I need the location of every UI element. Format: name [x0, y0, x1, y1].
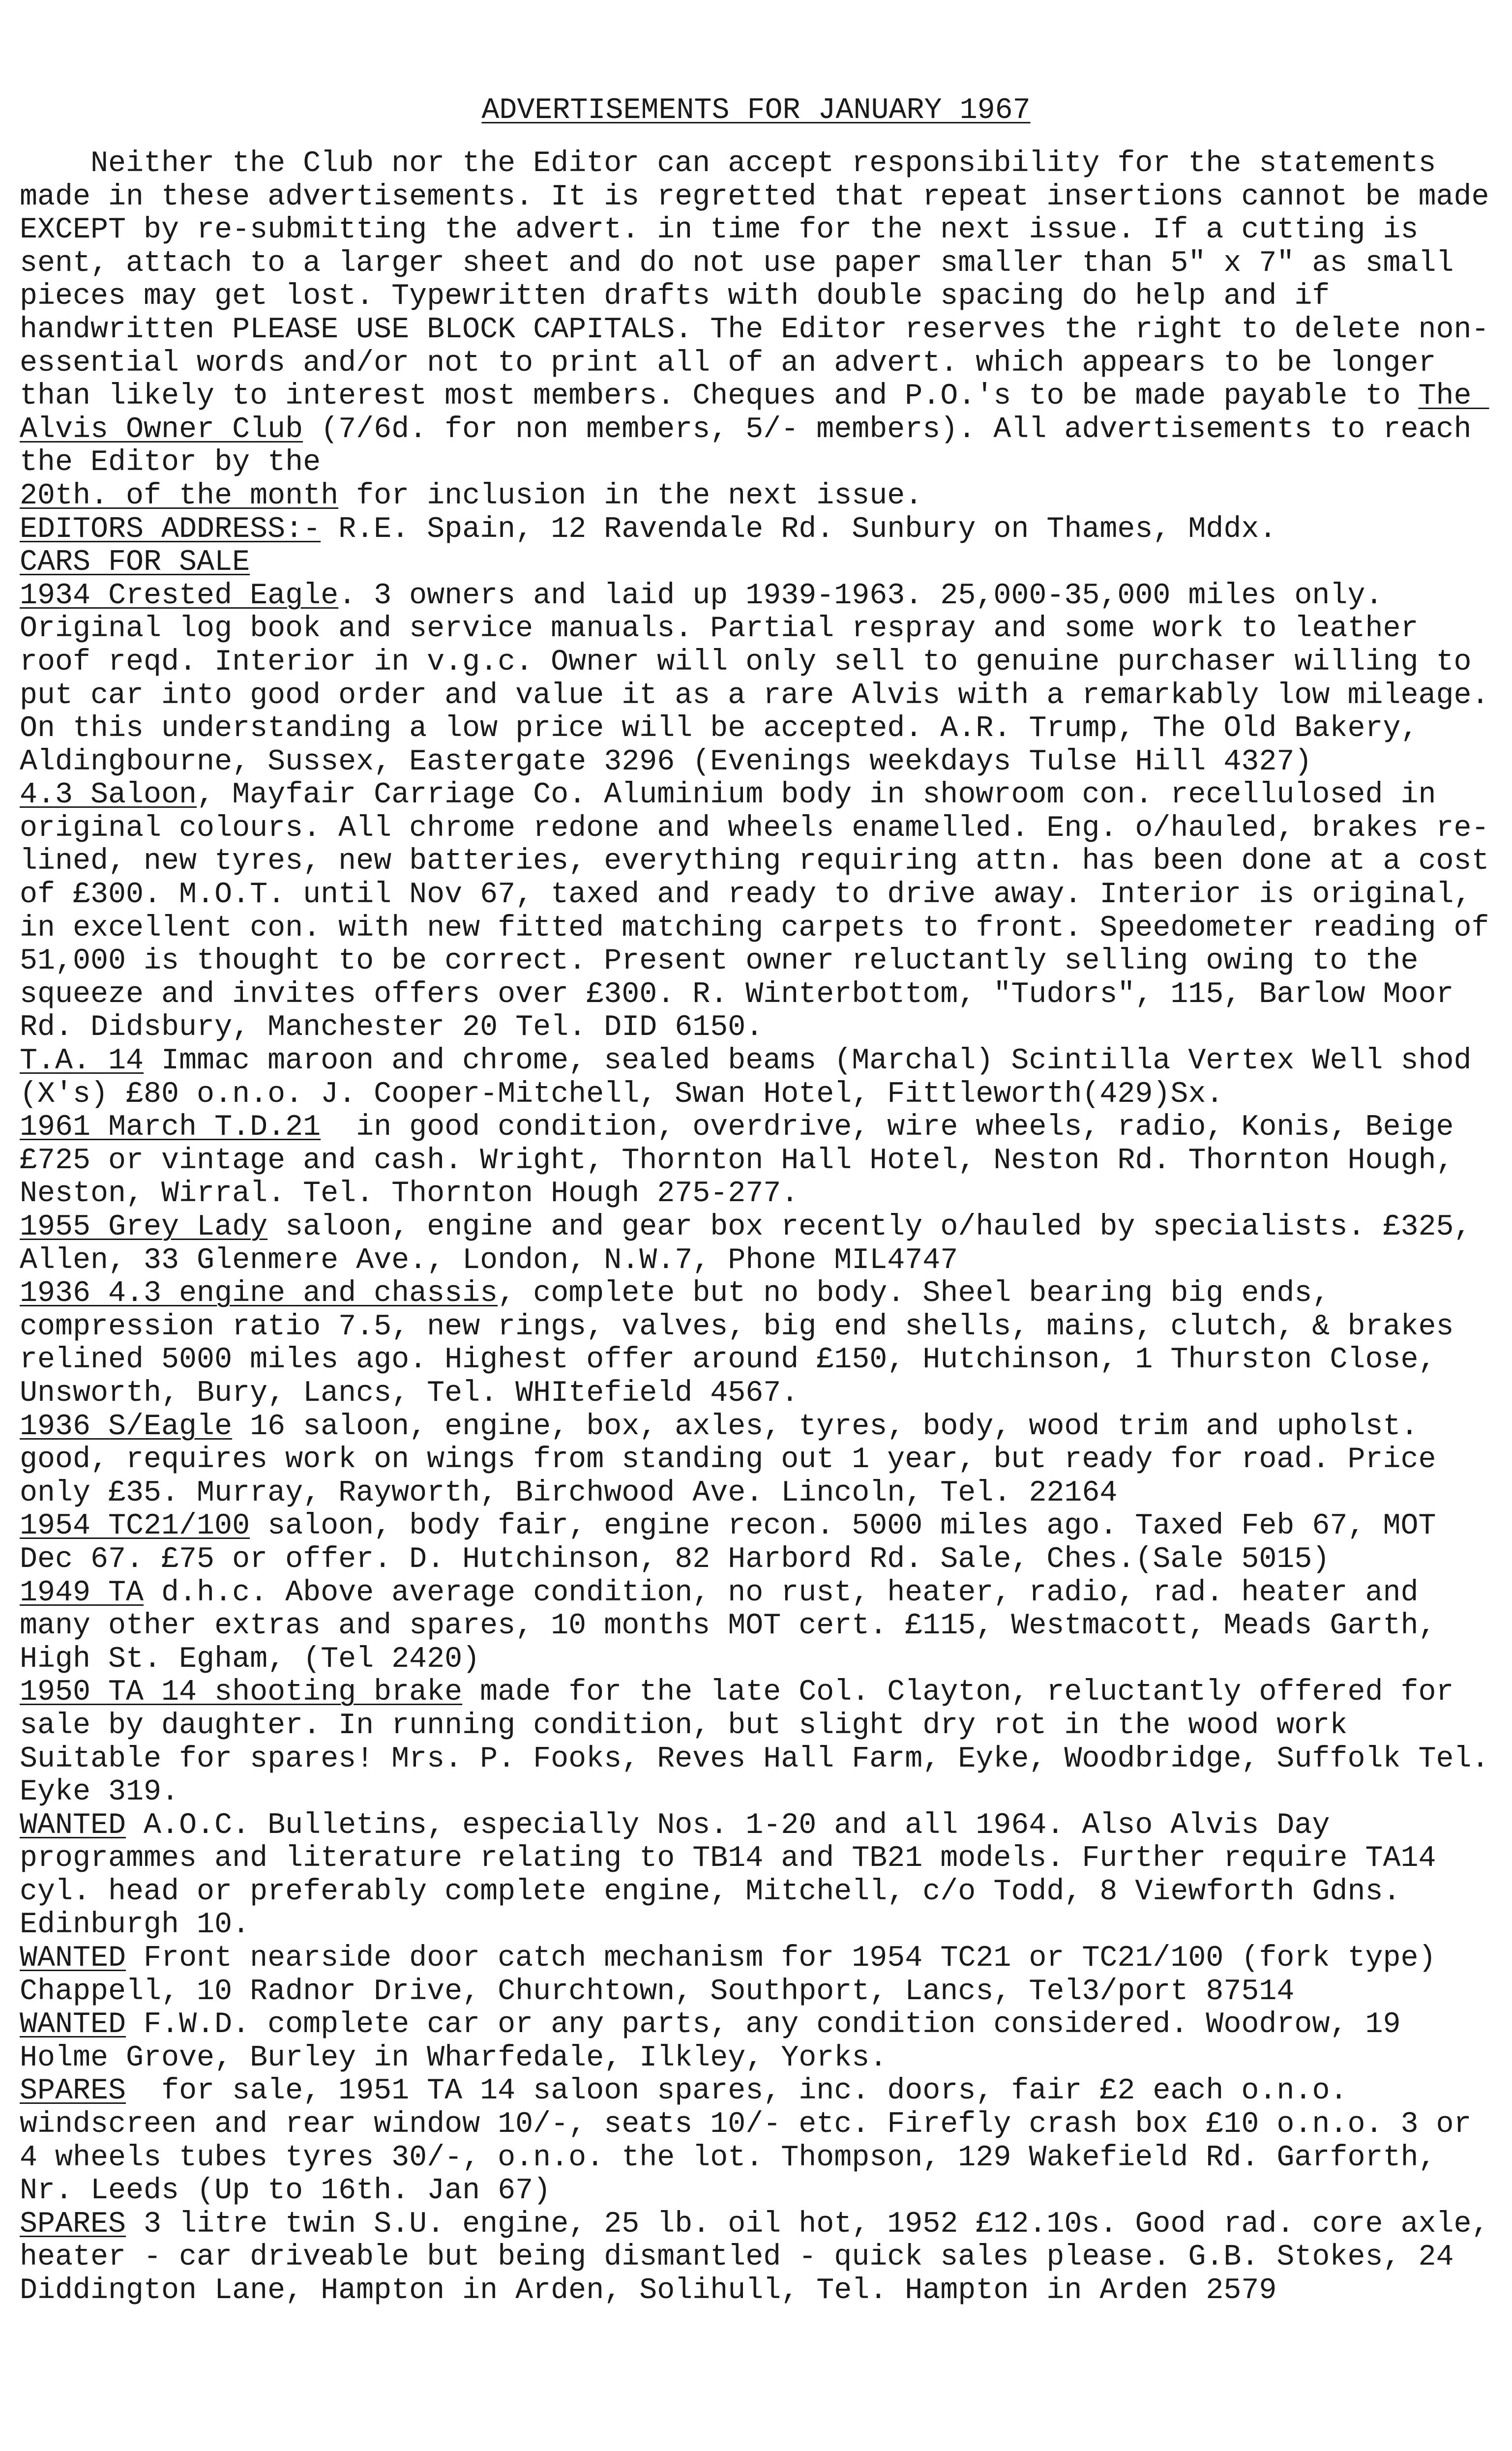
advert-heading: 1934 Crested Eagle [20, 579, 339, 613]
club-name: The Alvis Owner Club [20, 380, 1489, 446]
advert: 1954 TC21/100 saloon, body fair, engine recon. 5000 miles ago. Taxed Feb 67, MOT Dec 67. £75 or offer. D. Hutchinson, 82 Harbord Rd. Sale, Ches.(Sale 5015) [20, 1509, 1454, 1576]
advert: 1936 S/Eagle 16 saloon, engine, box, axles, tyres, body, wood trim and upholst. good, requires work on wings from standing out 1 year, but ready for road. Price only £35. Murray, Rayworth, Birchwood Ave. Lincoln, Tel. 22164 [20, 1410, 1454, 1510]
advert-heading: 1955 Grey Lady [20, 1211, 268, 1244]
advert-heading: 1954 TC21/100 [20, 1509, 250, 1543]
advert-heading: 1949 TA [20, 1576, 144, 1610]
advert: T.A. 14 Immac maroon and chrome, sealed beams (Marchal) Scintilla Vertex Well shod (X's) £80 o.n.o. J. Cooper-Mitchell, Swan Hotel, Fittleworth(429)Sx. [20, 1044, 1489, 1111]
wanted-advert: WANTED A.O.C. Bulletins, especially Nos. 1-20 and all 1964. Also Alvis Day programmes and literature relating to TB14 and TB21 models. Further require TA14 cyl. head or preferably complete engine, Mitchell, c/o Todd, 8 Viewforth Gdns. Edinburgh 10. [20, 1808, 1454, 1942]
section-heading-cars: CARS FOR SALE [20, 546, 250, 580]
spares-advert: SPARES for sale, 1951 TA 14 saloon spares, inc. doors, fair £2 each o.n.o. windscreen and rear window 10/-, seats 10/- etc. Firefly crash box £10 o.n.o. 3 or 4 wheels tubes tyres 30/-, o.n.o. the lot. Thompson, 129 Wakefield Rd. Garforth, Nr. Leeds (Up to 16th. Jan 67) [20, 2074, 1489, 2208]
intro-paragraph: Neither the Club nor the Editor can accept responsibility for the statements made in these advertisements. It is regretted that repeat insertions cannot be made EXCEPT by re-submitting the advert. in time for the next issue. If a cutting is sent, attach to a larger sheet and do not use paper smaller than 5" x 7" as small pieces may get lost. Typewritten drafts with double spacing do help and if handwritten PLEASE USE BLOCK CAPITALS. The Editor reserves the right to delete non-essential words and/or not to print all of an advert. which appears to be longer than likely to interest most members. Cheques and P.O.'s to be made payable to The Alvis Owner Club (7/6d. for non members, 5/- members). All advertisements to reach the Editor by the [20, 147, 1507, 480]
advert-heading: WANTED [20, 1942, 126, 1976]
wanted-advert: WANTED F.W.D. complete car or any parts, any condition considered. Woodrow, 19 Holme Grove, Burley in Wharfedale, Ilkley, Yorks. [20, 2008, 1419, 2075]
advert-heading: 1936 4.3 engine and chassis [20, 1277, 498, 1311]
editor-address-label: EDITORS ADDRESS:- [20, 512, 321, 546]
advert-heading: SPARES [20, 2074, 126, 2108]
advert: 1936 4.3 engine and chassis, complete but no body. Sheel bearing big ends, compression ratio 7.5, new rings, valves, big end shells, mains, clutch, & brakes relined 5000 miles ago. Highest offer around £150, Hutchinson, 1 Thurston Close, Unsworth, Bury, Lancs, Tel. WHItefield 4567. [20, 1277, 1472, 1410]
advert-heading: T.A. 14 [20, 1044, 144, 1078]
deadline: 20th. of the month [20, 479, 339, 513]
advert-heading: 1961 March T.D.21 [20, 1111, 321, 1145]
advert: 4.3 Saloon, Mayfair Carriage Co. Aluminium body in showroom con. recellulosed in original colours. All chrome redone and wheels enamelled. Eng. o/hauled, brakes re-lined, new tyres, new batteries, everything requiring attn. has been done at a cost of £300. M.O.T. until Nov 67, taxed and ready to drive away. Interior is original, in excellent con. with new fitted matching carpets to front. Speedometer reading of 51,000 is thought to be correct. Present owner reluctantly selling owing to the squeeze and invites offers over £300. R. Winterbottom, "Tudors", 115, Barlow Moor Rd. Didsbury, Manchester 20 Tel. DID 6150. [20, 778, 1507, 1045]
advert: 1955 Grey Lady saloon, engine and gear box recently o/hauled by specialists. £325, Allen, 33 Glenmere Ave., London, N.W.7, Phone MIL4747 [20, 1211, 1489, 1277]
deadline-line: 20th. of the month for inclusion in the next issue. [20, 479, 923, 513]
advert-heading: 1936 S/Eagle [20, 1410, 233, 1444]
advert: 1934 Crested Eagle. 3 owners and laid up 1939-1963. 25,000-35,000 miles only. Original log book and service manuals. Partial respray and some work to leather roof reqd. Interior in v.g.c. Owner will only sell to genuine purchaser willing to put car into good order and value it as a rare Alvis with a remarkably low mileage. On this understanding a low price will be accepted. A.R. Trump, The Old Bakery, Aldingbourne, Sussex, Eastergate 3296 (Evenings weekdays Tulse Hill 4327) [20, 579, 1507, 779]
advert-heading: 4.3 Saloon [20, 778, 197, 812]
wanted-advert: WANTED Front nearside door catch mechanism for 1954 TC21 or TC21/100 (fork type) Chappell, 10 Radnor Drive, Churchtown, Southport, Lancs, Tel3/port 87514 [20, 1942, 1454, 2008]
spares-advert: SPARES 3 litre twin S.U. engine, 25 lb. oil hot, 1952 £12.10s. Good rad. core axle, heater - car driveable but being dismantled - quick sales please. G.B. Stokes, 24 Diddington Lane, Hampton in Arden, Solihull, Tel. Hampton in Arden 2579 [20, 2207, 1507, 2307]
advert: 1950 TA 14 shooting brake made for the late Col. Clayton, reluctantly offered for sale by daughter. In running condition, but slight dry rot in the wood work Suitable for spares! Mrs. P. Fooks, Reves Hall Farm, Eyke, Woodbridge, Suffolk Tel. Eyke 319. [20, 1676, 1507, 1809]
advert-heading: WANTED [20, 2008, 126, 2042]
advert-heading: 1950 TA 14 shooting brake [20, 1676, 463, 1710]
page-title: ADVERTISEMENTS FOR JANUARY 1967 [481, 94, 1031, 127]
advertisements-body [20, 147, 1507, 2308]
advert: 1949 TA d.h.c. Above average condition, no rust, heater, radio, rad. heater and many other extras and spares, 10 months MOT cert. £115, Westmacott, Meads Garth, High St. Egham, (Tel 2420) [20, 1576, 1454, 1676]
advert-heading: WANTED [20, 1808, 126, 1842]
editor-address: EDITORS ADDRESS:- R.E. Spain, 12 Ravendale Rd. Sunbury on Thames, Mddx. [20, 512, 1277, 546]
advert: 1961 March T.D.21 in good condition, overdrive, wire wheels, radio, Konis, Beige £725 or vintage and cash. Wright, Thornton Hall Hotel, Neston Rd. Thornton Hough, Neston, Wirral. Tel. Thornton Hough 275-277. [20, 1111, 1472, 1211]
advert-heading: SPARES [20, 2207, 126, 2241]
